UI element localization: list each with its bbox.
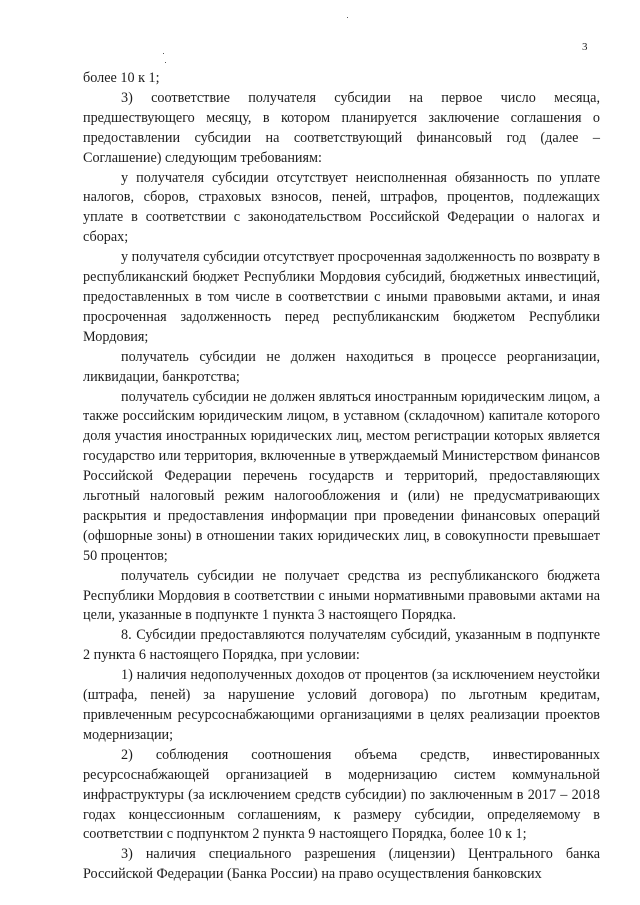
page-number: 3 — [582, 41, 588, 53]
paragraph: у получателя субсидии отсутствует просроченная задолженность по возврату в республиканский бюджет Республики Мордовия субсидий, бюджетных инвестиций, предоставленных в том числе в соответствии с иными правовыми актами, и иная просроченная задолженность перед республиканским бюджетом Республики Мордовия; — [83, 249, 600, 345]
paragraph: 3) соответствие получателя субсидии на первое число месяца, предшествующего месяцу, в котором планируется заключение соглашения о предоставлении субсидии на соответствующий финансовый год (далее – Соглашение) следующим требованиям: — [83, 89, 600, 166]
paragraph: 2) соблюдения соотношения объема средств, инвестированных ресурсоснабжающей организацией в модернизацию систем коммунальной инфраструктуры (за исключением средств субсидии) по заключенным в 2017 – 2018 годах концессионным соглашениям, к размеру субсидии, определяемому в соответствии с подпунктом 2 пункта 9 настоящего Порядка, более 10 к 1; — [83, 746, 600, 843]
scan-speck — [163, 53, 164, 54]
paragraph: 1) наличия недополученных доходов от процентов (за исключением неустойки (штрафа, пеней) за нарушение условий договора) по льготным кредитам, привлеченным ресурсоснабжающими организациями в целях реализации проектов модернизации; — [83, 667, 600, 743]
document-body — [83, 69, 600, 885]
scan-speck — [165, 62, 166, 63]
paragraph: получатель субсидии не должен находиться в процессе реорганизации, ликвидации, банкротства; — [83, 348, 600, 385]
paragraph: 8. Субсидии предоставляются получателям субсидий, указанным в подпункте 2 пункта 6 настоящего Порядка, при условии: — [83, 627, 600, 664]
paragraph: 3) наличия специального разрешения (лицензии) Центрального банка Российской Федерации (Банка России) на право осуществления банковских — [83, 846, 600, 883]
paragraph: получатель субсидии не должен являться иностранным юридическим лицом, а также российским юридическим лицом, в уставном (складочном) капитале которого доля участия иностранных юридических лиц, местом регистрации которых является государство или территория, включенные в утверждаемый Министерством финансов Российской Федерации перечень государств и территорий, предоставляющих льготный налоговый режим налогообложения и (или) не предусматривающих раскрытия и предоставления информации при проведении финансовых операций (офшорные зоны) в отношении таких юридических лиц, в совокупности превышает 50 процентов; — [83, 388, 600, 564]
scan-speck — [347, 17, 348, 18]
paragraph: более 10 к 1; — [83, 70, 160, 86]
paragraph: получатель субсидии не получает средства из республиканского бюджета Республики Мордовия в соответствии с иными нормативными правовыми актами на цели, указанные в подпункте 1 пункта 3 настоящего Порядка. — [83, 567, 600, 624]
paragraph: у получателя субсидии отсутствует неисполненная обязанность по уплате налогов, сборов, страховых взносов, пеней, штрафов, процентов, подлежащих уплате в соответствии с законодательством Российской Федерации о налогах и сборах; — [83, 169, 600, 246]
